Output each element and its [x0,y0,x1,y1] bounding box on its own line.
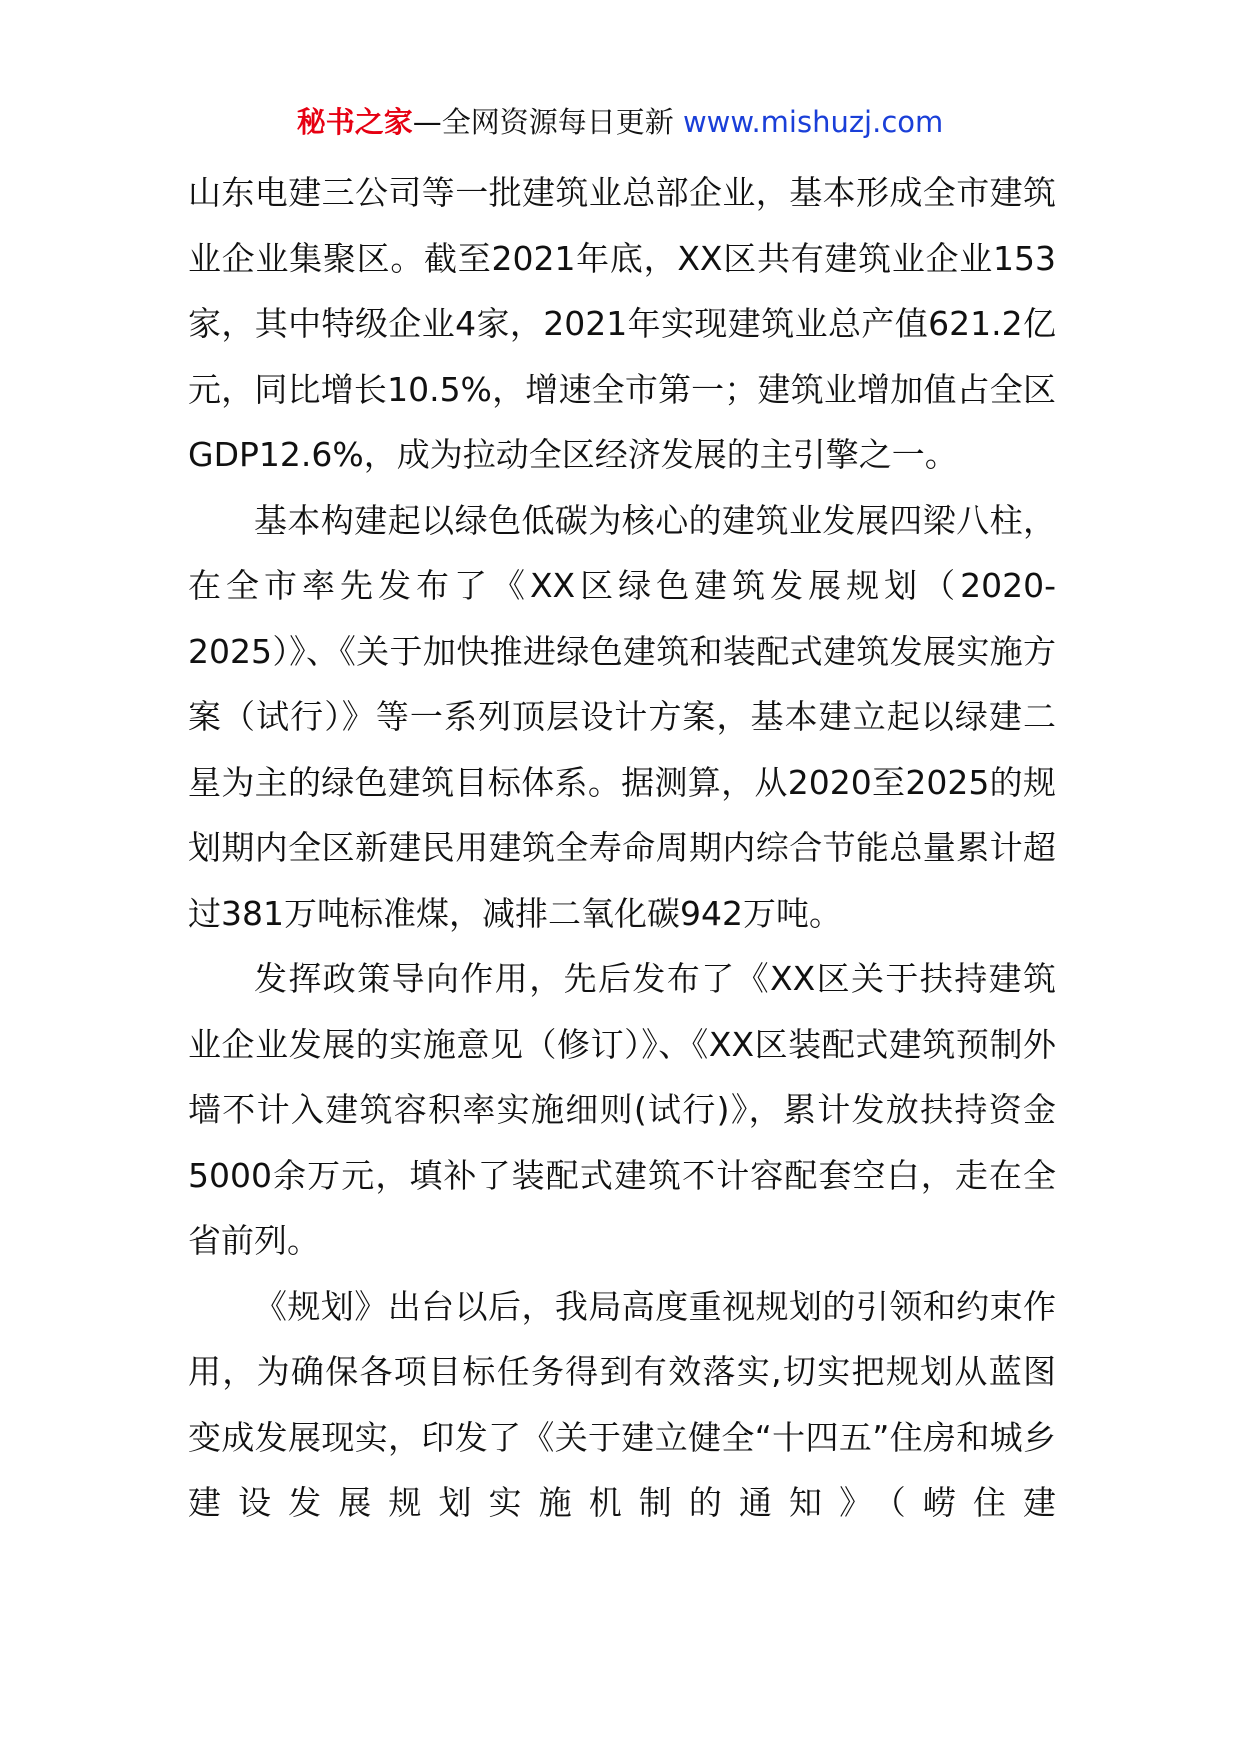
header-slogan: —全网资源每日更新 [412,105,674,139]
document-body [188,160,1056,1536]
paragraph-2: 基本构建起以绿色低碳为核心的建筑业发展四梁八柱，在全市率先发布了《XX区绿色建筑发展规划（2020-2025）》、《关于加快推进绿色建筑和装配式建筑发展实施方案（试行）》等一系列顶层设计方案，基本建立起以绿建二星为主的绿色建筑目标体系。据测算，从2020至2025的规划期内全区新建民用建筑全寿命周期内综合节能总量累计超过381万吨标准煤，减排二氧化碳942万吨。 [188,500,1056,933]
page-header [0,100,1240,144]
brand-name: 秘书之家 [296,105,413,139]
paragraph-1: 山东电建三公司等一批建筑业总部企业，基本形成全市建筑业企业集聚区。截至2021年底，XX区共有建筑业企业153家，其中特级企业4家，2021年实现建筑业总产值621.2亿元，同比增长10.5%，增速全市第一；建筑业增加值占全区GDP12.6%，成为拉动全区经济发展的主引擎之一。 [188,173,1056,474]
site-url-link[interactable]: www.mishuzj.com [682,105,944,139]
paragraph-3: 发挥政策导向作用，先后发布了《XX区关于扶持建筑业企业发展的实施意见（修订）》、《XX区装配式建筑预制外墙不计入建筑容积率实施细则(试行)》，累计发放扶持资金5000余万元，填补了装配式建筑不计容配套空白，走在全省前列。 [188,959,1056,1260]
paragraph-4: 《规划》出台以后，我局高度重视规划的引领和约束作用，为确保各项目标任务得到有效落实,切实把规划从蓝图变成发展现实，印发了《关于建立健全“十四五”住房和城乡建设发展规划实施机制的通知》（崂住建 [188,1286,1056,1522]
